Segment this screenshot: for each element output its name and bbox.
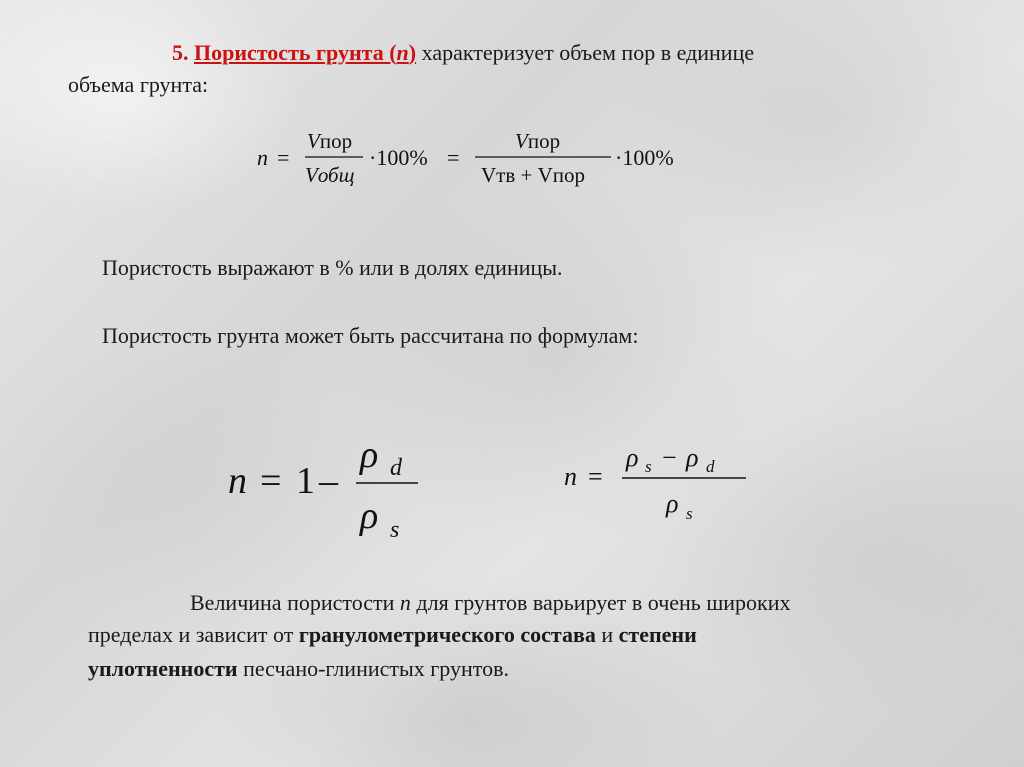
- formula2-lhs: n: [228, 460, 247, 502]
- paragraph-line-1: Величина пористости n для грунтов варьирует в очень широких: [190, 590, 791, 615]
- formula2-den: ρ: [360, 495, 379, 537]
- paragraph-line-2: пределах и зависит от гранулометрического состава и степени: [88, 622, 697, 647]
- section-title: Пористость грунта (n): [194, 40, 417, 65]
- formula3-num-b-sub: d: [706, 457, 715, 476]
- bold-degree: степени: [618, 622, 697, 647]
- formula1-times-100-2: ·100%: [615, 145, 674, 170]
- formula3-eq: =: [588, 462, 603, 491]
- formula3-den: ρ: [666, 489, 679, 518]
- formula2-den-sub: s: [390, 517, 400, 543]
- formula2-num: ρ: [360, 434, 379, 476]
- formula1-times-100: ·100%: [369, 145, 428, 170]
- section-number: 5.: [172, 40, 189, 65]
- formula3-num-b: ρ: [686, 443, 699, 472]
- heading-line-1: [172, 40, 754, 66]
- formula3-lhs: n: [564, 462, 577, 491]
- porosity-units-text: Пористость выражают в % или в долях единицы.: [102, 255, 563, 280]
- formula2-eq: =: [260, 460, 282, 502]
- porosity-density-formula-1: [220, 425, 440, 560]
- formula1-frac1-den: Vобщ: [305, 163, 355, 187]
- formula2-one: 1: [296, 460, 315, 502]
- paragraph-symbol-n: n: [399, 590, 411, 615]
- heading-rest: характеризует объем пор в единице: [416, 40, 755, 65]
- heading-line-2: объема грунта:: [68, 72, 209, 97]
- formula1-eq: =: [277, 145, 290, 170]
- formula1-frac2-den: Vтв + Vпор: [481, 163, 586, 187]
- porosity-formulas-intro: Пористость грунта может быть рассчитана по формулам:: [102, 323, 639, 348]
- formula1-lhs: n: [257, 145, 268, 170]
- formula3-num-a: ρ: [626, 443, 639, 472]
- formula2-minus: –: [319, 460, 338, 502]
- paragraph-line-3: уплотненности песчано-глинистых грунтов.: [88, 656, 510, 681]
- formula1-frac1-num: Vпор: [307, 129, 353, 153]
- formula2-num-sub: d: [390, 455, 402, 481]
- formula1-eq2: =: [447, 145, 460, 170]
- bold-granulometric: гранулометрического состава: [298, 622, 596, 647]
- formula3-num-minus: −: [662, 443, 677, 472]
- formula3-num-a-sub: s: [645, 457, 652, 476]
- formula3-den-sub: s: [686, 504, 693, 523]
- porosity-density-formula-2: [558, 440, 758, 540]
- porosity-volume-formula: [245, 120, 715, 200]
- formula1-frac2-num: Vпор: [515, 129, 561, 153]
- bold-compaction: уплотненности: [88, 656, 238, 681]
